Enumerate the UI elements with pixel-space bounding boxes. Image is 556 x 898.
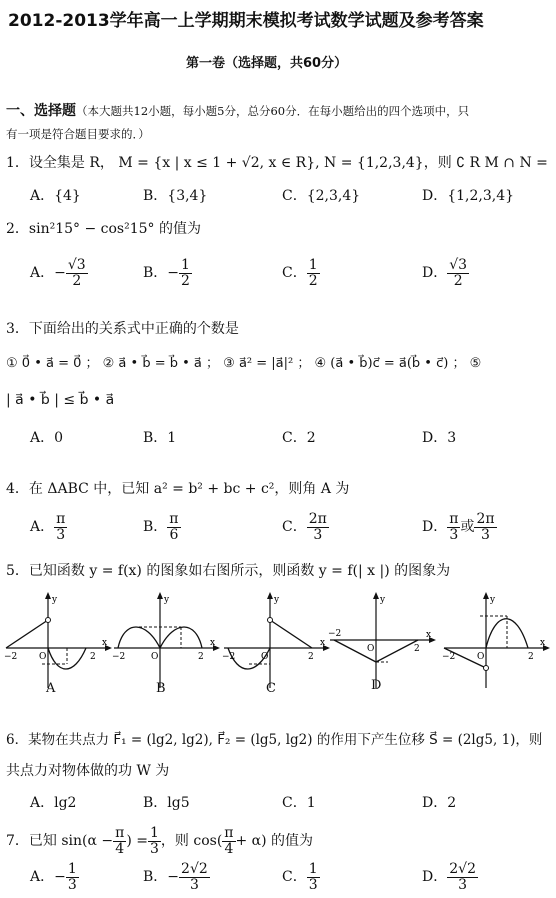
q4-option-d: D． $\frac{\pi}{3}$ 或 $\frac{2\pi}{3}$ [422, 511, 495, 543]
q5-graph-a [2, 590, 114, 692]
tick-pos2: 2 [414, 644, 420, 654]
q4-option-c: C． $\frac{2\pi}{3}$ [282, 511, 327, 543]
q3-option-c: C．2 [282, 430, 316, 446]
tick-pos2: 2 [90, 652, 96, 662]
q6-option-a: A．lg2 [30, 795, 77, 811]
q4-option-a: A． $\frac{\pi}{3}$ [30, 511, 66, 543]
x-axis-label: x [540, 638, 546, 648]
q1-option-a: A．{4} [30, 188, 81, 204]
q5-graph-c [220, 590, 332, 692]
q5-label-d: D [371, 678, 382, 693]
q7-option-b: B．− $\frac{2√2}{3}$ [143, 861, 208, 893]
q5-given-graph [440, 590, 552, 692]
tick-neg2: −2 [222, 652, 236, 662]
q7-option-d: D． $\frac{2√2}{3}$ [422, 861, 476, 893]
q2-option-c: C． $\frac{1}{2}$ [282, 257, 318, 289]
tick-pos2: 2 [308, 652, 314, 662]
tick-pos2: 2 [198, 652, 204, 662]
q2-option-b: B．− $\frac{1}{2}$ [143, 257, 190, 289]
q3-option-d: D．3 [422, 430, 457, 446]
origin-label: O [261, 652, 269, 662]
q3-option-a: A．0 [30, 430, 64, 446]
q3-stem: 3．下面给出的关系式中正确的个数是 [6, 321, 239, 337]
y-axis-label: y [490, 595, 496, 605]
section-heading [6, 100, 469, 120]
tick-neg2: −2 [328, 629, 342, 639]
y-axis-label: y [164, 595, 170, 605]
origin-label: O [151, 652, 159, 662]
q6-stem: 6．某物在共点力 F⃗₁ = (lg2, lg2), F⃗₂ = (lg5, lg2) 的作用下产生位移 S⃗ = (2lg5, 1)，则 [6, 732, 543, 748]
tick-pos2: 2 [528, 652, 534, 662]
q5-label-b: B [156, 681, 166, 696]
q5-label-a: A [46, 681, 56, 696]
x-axis-label: x [210, 638, 216, 648]
y-axis-label: y [380, 595, 386, 605]
tick-neg2: −2 [112, 652, 126, 662]
section-heading-label: 一、选择题 [6, 103, 76, 119]
q1-option-c: C．{2,3,4} [282, 188, 361, 204]
q5-graph-d [326, 590, 438, 692]
section-note-2: 有一项是符合题目要求的．） [6, 127, 150, 141]
section-note-1: （本大题共12小题，每小题5分，总分60分．在每小题给出的四个选项中，只 [76, 104, 470, 118]
part-subtitle: 第一卷（选择题，共60分） [186, 56, 348, 71]
q6-option-d: D．2 [422, 795, 457, 811]
q4-option-b: B． $\frac{\pi}{6}$ [143, 511, 179, 543]
y-axis-label: y [52, 595, 58, 605]
q3-option-b: B．1 [143, 430, 177, 446]
q1-stem: 1．设全集是 R， M = {x | x ≤ 1 + √2, x ∈ R}, N = {1,2,3,4}，则 ∁ R M ∩ N = [6, 155, 548, 171]
q6-option-c: C．1 [282, 795, 316, 811]
q6-stem-cont: 共点力对物体做的功 W 为 [6, 763, 170, 779]
q2-option-d: D． $\frac{√3}{2}$ [422, 257, 468, 289]
origin-label: O [39, 652, 47, 662]
q6-option-b: B．lg5 [143, 795, 190, 811]
page-title: 2012-2013学年高一上学期期末模拟考试数学试题及参考答案 [8, 11, 484, 31]
q2-stem: 2．sin²15° − cos²15° 的值为 [6, 221, 201, 237]
q3-relations: ① 0⃗ • a⃗ = 0⃗ ； ② a⃗ • b⃗ = b⃗ • a⃗ ； ③ a⃗² = |a⃗|² ； ④ (a⃗ • b⃗)c⃗ = a⃗(b⃗ • c⃗) ； ⑤ [6, 356, 482, 371]
q5-label-c: C [266, 681, 276, 696]
x-axis-label: x [426, 630, 432, 640]
y-axis-label: y [274, 595, 280, 605]
q7-option-a: A．− $\frac{1}{3}$ [30, 861, 77, 893]
x-axis-label: x [320, 638, 326, 648]
q4-stem: 4．在 ΔABC 中，已知 a² = b² + bc + c²，则角 A 为 [6, 481, 350, 497]
q1-option-d: D．{1,2,3,4} [422, 188, 515, 204]
x-axis-label: x [102, 638, 108, 648]
q1-option-b: B．{3,4} [143, 188, 208, 204]
tick-neg2: −2 [442, 652, 456, 662]
q5-graph-b [110, 590, 222, 692]
q7-stem: 7．已知 sin(α − $\frac{\pi}{4}$ ) = $\frac{1}{3}$ ，则 cos( $\frac{\pi}{4}$ + α) 的值为 [6, 825, 314, 857]
q7-option-c: C． $\frac{1}{3}$ [282, 861, 318, 893]
q3-relation-5: | a⃗ • b⃗ | ≤ b⃗ • a⃗ [6, 392, 115, 408]
q2-option-a: A．− $\frac{√3}{2}$ [30, 257, 86, 289]
origin-label: O [477, 652, 485, 662]
origin-label: O [367, 644, 375, 654]
q5-stem: 5．已知函数 y = f(x) 的图象如右图所示，则函数 y = f(| x |) 的图象为 [6, 563, 451, 579]
tick-neg2: −2 [4, 652, 18, 662]
